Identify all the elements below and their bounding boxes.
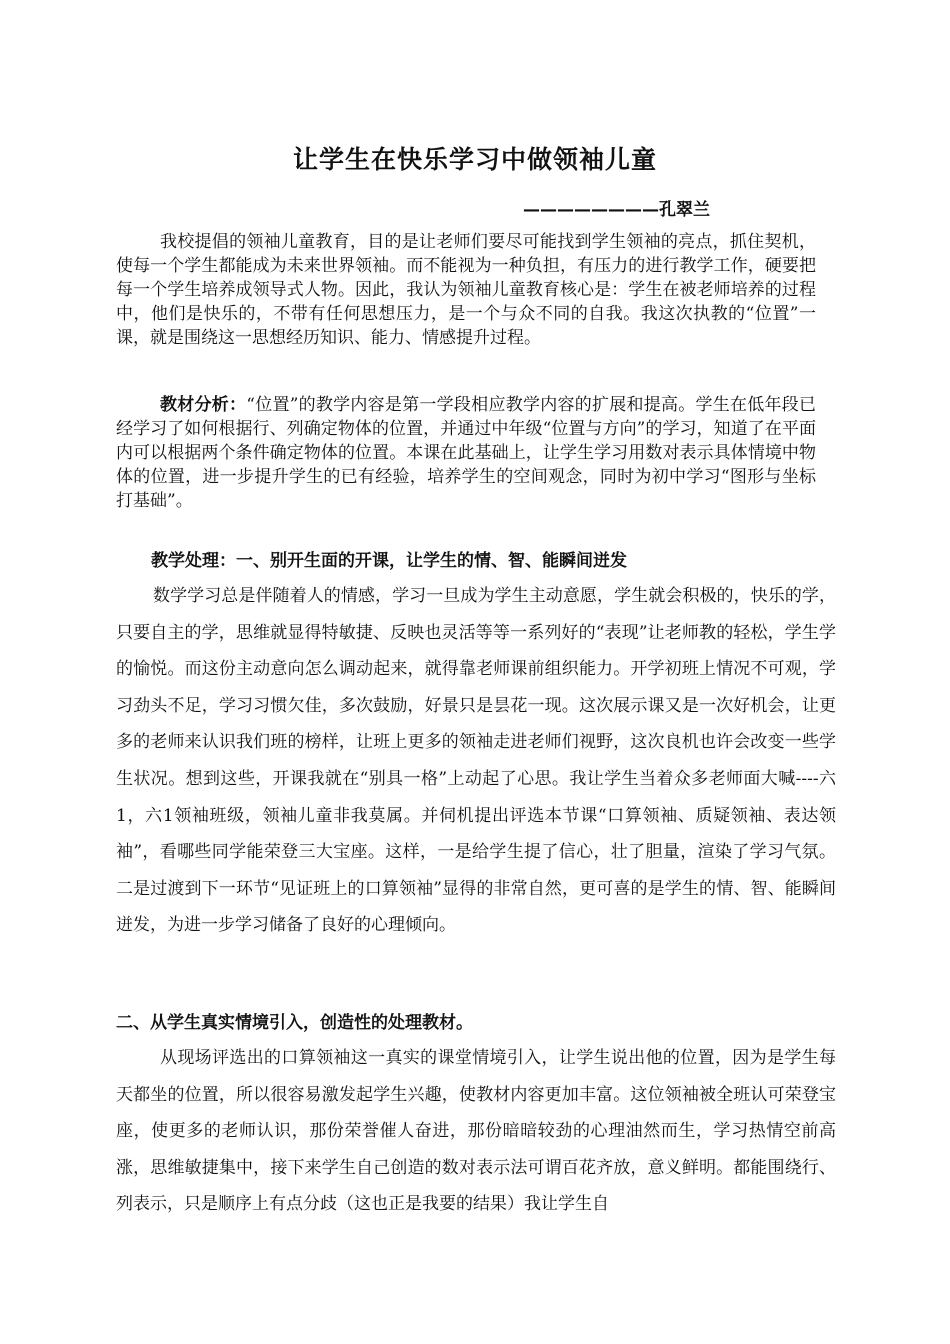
author-line: ————————孔翠兰	[523, 200, 710, 220]
section2-heading: 二、从学生真实情境引入，创造性的处理教材。	[116, 1013, 473, 1033]
section1-heading: 教学处理：一、别开生面的开课，让学生的情、智、能瞬间迸发	[151, 551, 627, 571]
analysis-label: 教材分析：	[160, 395, 247, 415]
section2-block	[116, 1040, 836, 1223]
analysis-block	[116, 393, 816, 513]
section1-block	[116, 578, 836, 944]
section1-paragraph: 数学学习总是伴随着人的情感，学习一旦成为学生主动意愿，学生就会积极的，快乐的学，只要自主的学，思维就显得特敏捷、反映也灵活等等一系列好的“表现”让老师教的轻松，学生学的愉悦。而这份主动意向怎么调动起来，就得靠老师课前组织能力。开学初班上情况不可观，学习劲头不足，学习习惯欠佳，多次鼓励，好景只是昙花一现。这次展示课又是一次好机会，让更多的老师来认识我们班的榜样，让班上更多的领袖走进老师们视野，这次良机也许会改变一些学生状况。想到这些，开课我就在“别具一格”上动起了心思。我让学生当着众多老师面大喊----六1，六1领袖班级，领袖儿童非我莫属。并伺机提出评选本节课“口算领袖、质疑领袖、表达领袖”，看哪些同学能荣登三大宝座。这样，一是给学生提了信心，壮了胆量，渲染了学习气氛。二是过渡到下一环节“见证班上的口算领袖”显得的非常自然，更可喜的是学生的情、智、能瞬间迸发，为进一步学习储备了良好的心理倾向。	[116, 586, 836, 936]
analysis-paragraph	[116, 393, 816, 513]
intro-block	[116, 230, 816, 350]
document-title: 让学生在快乐学习中做领袖儿童	[292, 145, 657, 174]
intro-paragraph: 我校提倡的领袖儿童教育，目的是让老师们要尽可能找到学生领袖的亮点，抓住契机，使每一个学生都能成为未来世界领袖。而不能视为一种负担，有压力的进行教学工作，硬要把每一个学生培养成领导式人物。因此，我认为领袖儿童教育核心是：学生在被老师培养的过程中，他们是快乐的，不带有任何思想压力，是一个与众不同的自我。我这次执教的“位置”一课，就是围绕这一思想经历知识、能力、情感提升过程。	[116, 232, 816, 348]
analysis-text: “位置”的教学内容是第一学段相应教学内容的扩展和提高。学生在低年段已经学习了如何根据行、列确定物体的位置，并通过中年级“位置与方向”的学习，知道了在平面内可以根据两个条件确定物体的位置。本课在此基础上，让学生学习用数对表示具体情境中物体的位置，进一步提升学生的已有经验，培养学生的空间观念，同时为初中学习“图形与坐标打基础”。	[116, 395, 816, 511]
section2-paragraph: 从现场评选出的口算领袖这一真实的课堂情境引入，让学生说出他的位置，因为是学生每天都坐的位置，所以很容易激发起学生兴趣，使教材内容更加丰富。这位领袖被全班认可荣登宝座，使更多的老师认识，那份荣誉催人奋进，那份暗暗较劲的心理油然而生，学习热情空前高涨，思维敏捷集中，接下来学生自己创造的数对表示法可谓百花齐放，意义鲜明。都能围绕行、列表示，只是顺序上有点分歧（这也正是我要的结果）我让学生自	[116, 1048, 836, 1215]
